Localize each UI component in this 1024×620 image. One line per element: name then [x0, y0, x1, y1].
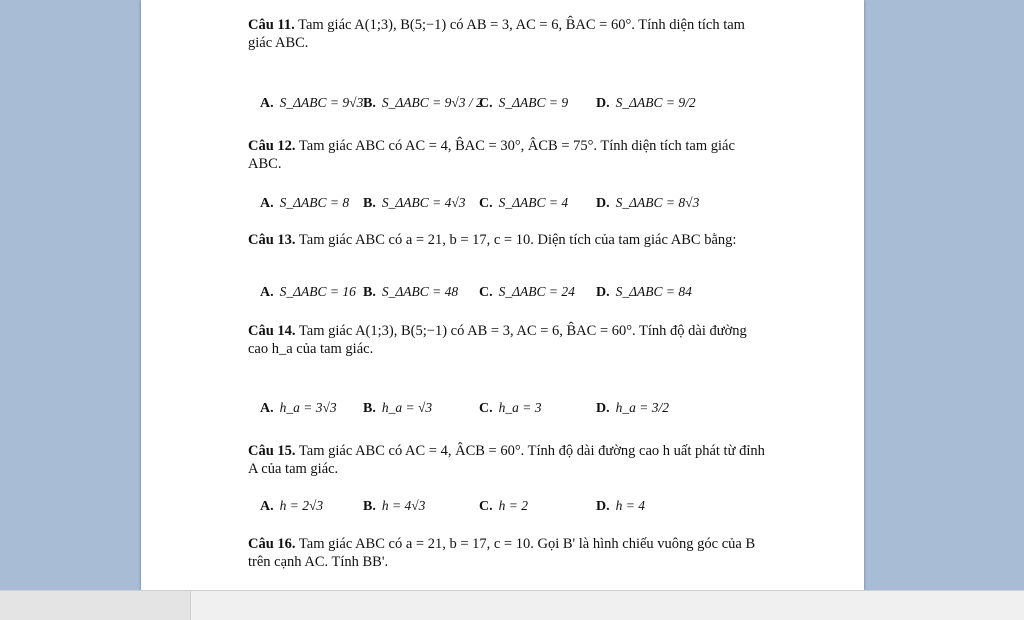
- option-label: A.: [260, 401, 274, 416]
- question-text: Tam giác A(1;3), B(5;−1) có AB = 3, AC = 6, B̂AC = 60°. Tính diện tích tam giác ABC.: [248, 17, 745, 51]
- question-14: [248, 322, 768, 358]
- option-label: B.: [363, 96, 376, 111]
- question-number: Câu 12.: [248, 138, 296, 154]
- option-expression: h = 4√3: [381, 498, 426, 513]
- option-expression: h_a = 3/2: [615, 400, 669, 415]
- question-number: Câu 14.: [248, 323, 296, 339]
- option-label: B.: [363, 499, 376, 514]
- question-12: [248, 137, 768, 173]
- option-label: D.: [596, 196, 610, 211]
- option-b: [363, 95, 483, 112]
- option-expression: S_ΔABC = 84: [615, 284, 692, 299]
- question-16: [248, 535, 768, 571]
- option-label: A.: [260, 285, 274, 300]
- option-label: A.: [260, 196, 274, 211]
- option-expression: h_a = √3: [381, 400, 433, 415]
- option-b: [363, 195, 466, 212]
- option-d: [596, 400, 669, 417]
- question-text: Tam giác ABC có a = 21, b = 17, c = 10. Gọi B' là hình chiếu vuông góc của B trên cạnh AC. Tính BB'.: [248, 536, 756, 570]
- question-number: Câu 11.: [248, 17, 295, 33]
- option-b: [363, 284, 458, 301]
- option-expression: S_ΔABC = 24: [498, 284, 575, 299]
- option-expression: S_ΔABC = 9: [498, 95, 569, 110]
- option-d: [596, 195, 699, 212]
- option-label: A.: [260, 96, 274, 111]
- horizontal-scrollbar[interactable]: [0, 591, 191, 620]
- question-15: [248, 442, 768, 478]
- option-c: [479, 498, 528, 515]
- option-c: [479, 95, 568, 112]
- option-expression: S_ΔABC = 9√3: [279, 95, 364, 110]
- option-expression: S_ΔABC = 16: [279, 284, 356, 299]
- question-11: [248, 16, 768, 52]
- question-text: Tam giác A(1;3), B(5;−1) có AB = 3, AC = 6, B̂AC = 60°. Tính độ dài đường cao h_a của tam giác.: [248, 323, 747, 357]
- option-d: [596, 498, 645, 515]
- option-b: [363, 498, 425, 515]
- option-a: [260, 195, 349, 212]
- option-expression: S_ΔABC = 8: [279, 195, 350, 210]
- option-expression: S_ΔABC = 4: [498, 195, 569, 210]
- option-c: [479, 284, 575, 301]
- option-d: [596, 284, 692, 301]
- option-a: [260, 498, 323, 515]
- option-label: C.: [479, 285, 493, 300]
- option-label: A.: [260, 499, 274, 514]
- option-expression: h = 4: [615, 498, 645, 513]
- option-label: C.: [479, 499, 493, 514]
- question-text: Tam giác ABC có AC = 4, ÂCB = 60°. Tính độ dài đường cao h uất phát từ đỉnh A của tam giác.: [248, 443, 765, 477]
- question-text: Tam giác ABC có AC = 4, B̂AC = 30°, ÂCB = 75°. Tính diện tích tam giác ABC.: [248, 138, 735, 172]
- question-number: Câu 16.: [248, 536, 296, 552]
- option-c: [479, 195, 568, 212]
- option-expression: h_a = 3: [498, 400, 542, 415]
- option-label: C.: [479, 196, 493, 211]
- option-label: B.: [363, 285, 376, 300]
- option-c: [479, 400, 542, 417]
- question-text: Tam giác ABC có a = 21, b = 17, c = 10. Diện tích của tam giác ABC bằng:: [298, 232, 737, 248]
- option-label: D.: [596, 499, 610, 514]
- option-expression: S_ΔABC = 4√3: [381, 195, 466, 210]
- option-label: B.: [363, 401, 376, 416]
- status-bar: [0, 590, 1024, 620]
- option-label: B.: [363, 196, 376, 211]
- option-expression: S_ΔABC = 9√3 / 2: [381, 95, 483, 110]
- option-expression: S_ΔABC = 8√3: [615, 195, 700, 210]
- option-label: C.: [479, 401, 493, 416]
- option-expression: h = 2√3: [279, 498, 324, 513]
- question-13: [248, 231, 768, 249]
- option-label: C.: [479, 96, 493, 111]
- option-label: D.: [596, 285, 610, 300]
- option-b: [363, 400, 432, 417]
- option-label: D.: [596, 401, 610, 416]
- document-page: [141, 0, 864, 590]
- option-a: [260, 95, 363, 112]
- option-expression: h_a = 3√3: [279, 400, 337, 415]
- option-expression: S_ΔABC = 9/2: [615, 95, 696, 110]
- option-a: [260, 400, 337, 417]
- question-number: Câu 13.: [248, 232, 296, 248]
- question-number: Câu 15.: [248, 443, 296, 459]
- option-d: [596, 95, 696, 112]
- option-label: D.: [596, 96, 610, 111]
- option-expression: h = 2: [498, 498, 528, 513]
- option-a: [260, 284, 356, 301]
- option-expression: S_ΔABC = 48: [381, 284, 459, 299]
